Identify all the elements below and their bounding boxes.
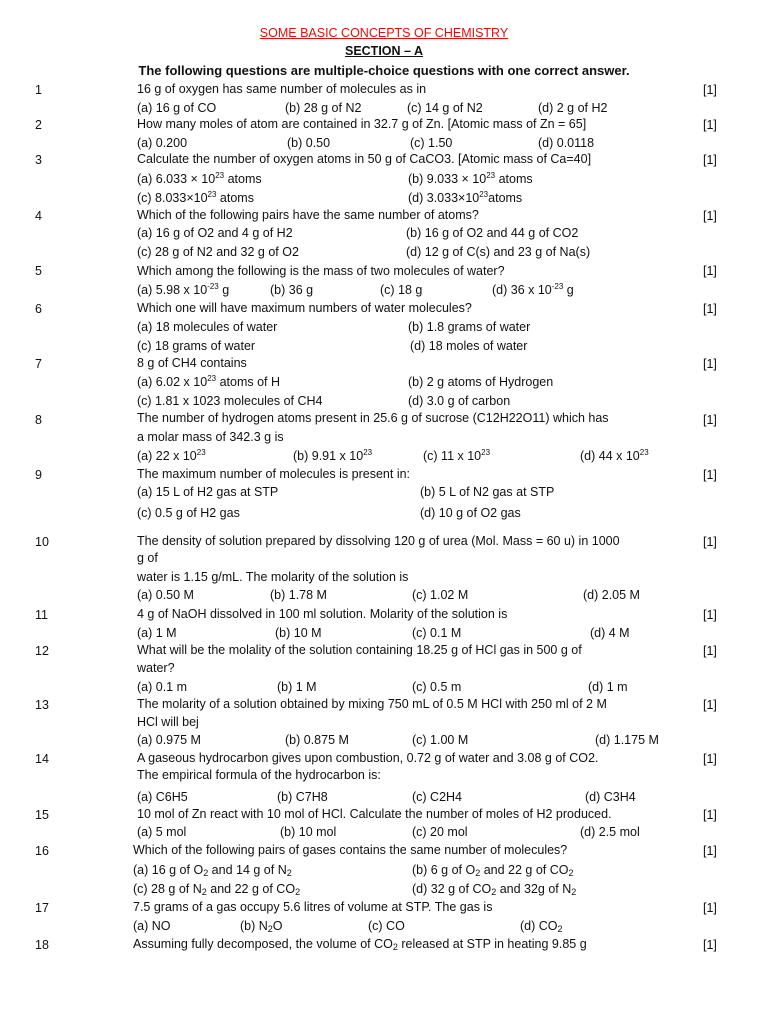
question-text: 10 mol of Zn react with 10 mol of HCl. Calculate the number of moles of H2 produced.	[137, 807, 612, 821]
question-number: 1	[35, 83, 42, 97]
answer-option: (d) 4 M	[590, 626, 630, 640]
answer-option: (b) $9.033 \times 10^{23}$ atoms	[408, 171, 533, 186]
answer-option: (c) 1.00 M	[412, 733, 469, 747]
question-marks: [1]	[703, 808, 717, 822]
answer-option: (c) C2H4	[412, 790, 463, 804]
question-number: 6	[35, 302, 42, 316]
answer-option: (d) 12 g of C(s) and 23 g of Na(s)	[406, 245, 591, 259]
question-text: Assuming fully decomposed, the volume of $CO_2$ released at STP in heating 9.85 g	[133, 937, 587, 952]
answer-option: (d) 2.5 mol	[580, 825, 640, 839]
question-marks: [1]	[703, 209, 717, 223]
question-number: 10	[35, 535, 49, 549]
answer-option: (b) 1.78 M	[270, 588, 327, 602]
question-text: Which among the following is the mass of two molecules of water?	[137, 264, 505, 278]
question-number: 7	[35, 357, 42, 371]
answer-option: (c) 18 g	[380, 283, 423, 297]
question-text: The number of hydrogen atoms present in 25.6 g of sucrose (C12H22O11) which has	[137, 411, 609, 425]
answer-option: (c) 28 g of $N_2$ and 22 g of $CO_2$	[133, 882, 301, 897]
answer-option: (d) 32 g of $CO_2$ and 32g of $N_2$	[412, 882, 577, 897]
question-text: Which of the following pairs of gases contains the same number of molecules?	[133, 843, 568, 857]
question-number: 3	[35, 153, 42, 167]
answer-option: (d) 1.175 M	[595, 733, 659, 747]
answer-option: (a) 5 mol	[137, 825, 187, 839]
question-marks: [1]	[703, 264, 717, 278]
answer-option: (b) $N_2O$	[240, 919, 283, 934]
answer-option: (b) C7H8	[277, 790, 328, 804]
answer-option: (d) 2.05 M	[583, 588, 640, 602]
question-marks: [1]	[703, 698, 717, 712]
answer-option: (c) 1.81 x 1023 molecules of CH4	[137, 394, 323, 408]
question-marks: [1]	[703, 118, 717, 132]
question-number: 15	[35, 808, 49, 822]
answer-option: (d) 1 m	[588, 680, 628, 694]
question-marks: [1]	[703, 901, 717, 915]
answer-option: (a) 0.50 M	[137, 588, 194, 602]
answer-option: (a) 1 M	[137, 626, 177, 640]
answer-option: (a) 22 x $10^{23}$	[137, 448, 206, 463]
answer-option: (a) 6.02 x $10^{23}$ atoms of H	[137, 374, 281, 389]
question-text: g of	[137, 551, 158, 565]
answer-option: (b) 0.875 M	[285, 733, 349, 747]
question-number: 4	[35, 209, 42, 223]
question-marks: [1]	[703, 468, 717, 482]
question-text: The empirical formula of the hydrocarbon is:	[137, 768, 381, 782]
answer-option: (b) 9.91 x $10^{23}$	[293, 448, 373, 463]
question-number: 14	[35, 752, 49, 766]
answer-option: (c) $8.033\times 10^{23}$ atoms	[137, 190, 254, 205]
question-marks: [1]	[703, 83, 717, 97]
answer-option: (c) 18 grams of water	[137, 339, 256, 353]
answer-option: (c) 20 mol	[412, 825, 468, 839]
answer-option: (b) 10 mol	[280, 825, 337, 839]
answer-option: (c) 14 g of N2	[407, 101, 483, 115]
question-text: 8 g of CH4 contains	[137, 356, 247, 370]
answer-option: (a) NO	[133, 919, 171, 933]
answer-option: (a) 0.200	[137, 136, 188, 150]
question-text: Calculate the number of oxygen atoms in 50 g of CaCO3. [Atomic mass of Ca=40]	[137, 152, 592, 166]
answer-option: (b) 1 M	[277, 680, 317, 694]
answer-option: (d) 36 x $10^{-23}$ g	[492, 282, 574, 297]
answer-option: (d) 18 moles of water	[410, 339, 528, 353]
question-text: 4 g of NaOH dissolved in 100 ml solution. Molarity of the solution is	[137, 607, 508, 621]
answer-option: (c) 28 g of N2 and 32 g of O2	[137, 245, 299, 259]
question-text: The maximum number of molecules is present in:	[137, 467, 411, 481]
answer-option: (a) 16 g of $O_2$ and 14 g of $N_2$	[133, 863, 292, 878]
question-number: 11	[35, 608, 48, 622]
answer-option: (b) 1.8 grams of water	[408, 320, 531, 334]
answer-option: (a) 18 molecules of water	[137, 320, 278, 334]
question-text: water is 1.15 g/mL. The molarity of the solution is	[137, 570, 409, 584]
question-number: 18	[35, 938, 49, 952]
question-marks: [1]	[703, 413, 717, 427]
answer-option: (c) 1.50	[410, 136, 453, 150]
question-number: 5	[35, 264, 42, 278]
answer-option: (b) 36 g	[270, 283, 314, 297]
answer-option: (a) 0.975 M	[137, 733, 201, 747]
answer-option: (c) 0.5 m	[412, 680, 462, 694]
question-marks: [1]	[703, 608, 717, 622]
question-text: Which of the following pairs have the same number of atoms?	[137, 208, 479, 222]
answer-option: (a) 16 g of CO	[137, 101, 217, 115]
question-marks: [1]	[703, 938, 717, 952]
question-number: 8	[35, 413, 42, 427]
answer-option: (a) 15 L of H2 gas at STP	[137, 485, 279, 499]
answer-option: (d) 2 g of H2	[538, 101, 608, 115]
instructions: The following questions are multiple-choice questions with one correct answer.	[138, 63, 630, 78]
question-text: A gaseous hydrocarbon gives upon combustion, 0.72 g of water and 3.08 g of CO2.	[137, 751, 599, 765]
answer-option: (d) $3.033\times 10^{23}atoms$	[408, 190, 523, 205]
question-marks: [1]	[703, 153, 717, 167]
answer-option: (a) 0.1 m	[137, 680, 188, 694]
question-marks: [1]	[703, 844, 717, 858]
question-marks: [1]	[703, 535, 717, 549]
answer-option: (d) 3.0 g of carbon	[408, 394, 511, 408]
question-marks: [1]	[703, 644, 717, 658]
answer-option: (b) 10 M	[275, 626, 322, 640]
question-text: Which one will have maximum numbers of water molecules?	[137, 301, 472, 315]
answer-option: (a) $6.033 \times 10^{23}$ atoms	[137, 171, 262, 186]
answer-option: (a) C6H5	[137, 790, 188, 804]
question-text: The molarity of a solution obtained by mixing 750 mL of 0.5 M HCl with 250 ml of 2 M	[137, 697, 607, 711]
answer-option: (c) 0.1 M	[412, 626, 462, 640]
answer-option: (c) 11 x $10^{23}$	[423, 448, 491, 463]
question-text: How many moles of atom are contained in 32.7 g of Zn. [Atomic mass of Zn = 65]	[137, 117, 587, 131]
answer-option: (d) 0.0118	[538, 136, 595, 150]
question-number: 2	[35, 118, 42, 132]
question-text: 16 g of oxygen has same number of molecules as in	[137, 82, 427, 96]
question-number: 17	[35, 901, 49, 915]
answer-option: (d) $CO_2$	[520, 919, 563, 934]
answer-option: (b) 5 L of N2 gas at STP	[420, 485, 555, 499]
answer-option: (d) 10 g of O2 gas	[420, 506, 521, 520]
question-text: water?	[137, 661, 175, 675]
question-number: 16	[35, 844, 49, 858]
question-text: 7.5 grams of a gas occupy 5.6 litres of volume at STP. The gas is	[133, 900, 493, 914]
question-number: 12	[35, 644, 49, 658]
answer-option: (a) 16 g of O2 and 4 g of H2	[137, 226, 293, 240]
document-title: SOME BASIC CONCEPTS OF CHEMISTRY	[259, 26, 509, 40]
answer-option: (a) 5.98 x $10^{-23}$ g	[137, 282, 230, 297]
question-text: a molar mass of 342.3 g is	[137, 430, 284, 444]
answer-option: (b) 16 g of O2 and 44 g of CO2	[406, 226, 579, 240]
section-heading: SECTION – A	[344, 44, 424, 58]
answer-option: (d) C3H4	[585, 790, 636, 804]
question-marks: [1]	[703, 302, 717, 316]
answer-option: (c) 1.02 M	[412, 588, 469, 602]
question-text: What will be the molality of the solution containing 18.25 g of HCl gas in 500 g of	[137, 643, 582, 657]
answer-option: (b) 6 g of $O_2$ and 22 g of $CO_2$	[412, 863, 574, 878]
answer-option: (d) 44 x $10^{23}$	[580, 448, 649, 463]
answer-option: (b) 0.50	[287, 136, 331, 150]
question-text: HCl will bej	[137, 715, 199, 729]
question-number: 9	[35, 468, 42, 482]
answer-option: (c) 0.5 g of H2 gas	[137, 506, 240, 520]
question-text: The density of solution prepared by dissolving 120 g of urea (Mol. Mass = 60 u) in 1000	[137, 534, 620, 548]
answer-option: (b) 2 g atoms of Hydrogen	[408, 375, 554, 389]
question-marks: [1]	[703, 752, 717, 766]
question-marks: [1]	[703, 357, 717, 371]
answer-option: (c) CO	[368, 919, 405, 933]
question-number: 13	[35, 698, 49, 712]
answer-option: (b) 28 g of N2	[285, 101, 362, 115]
